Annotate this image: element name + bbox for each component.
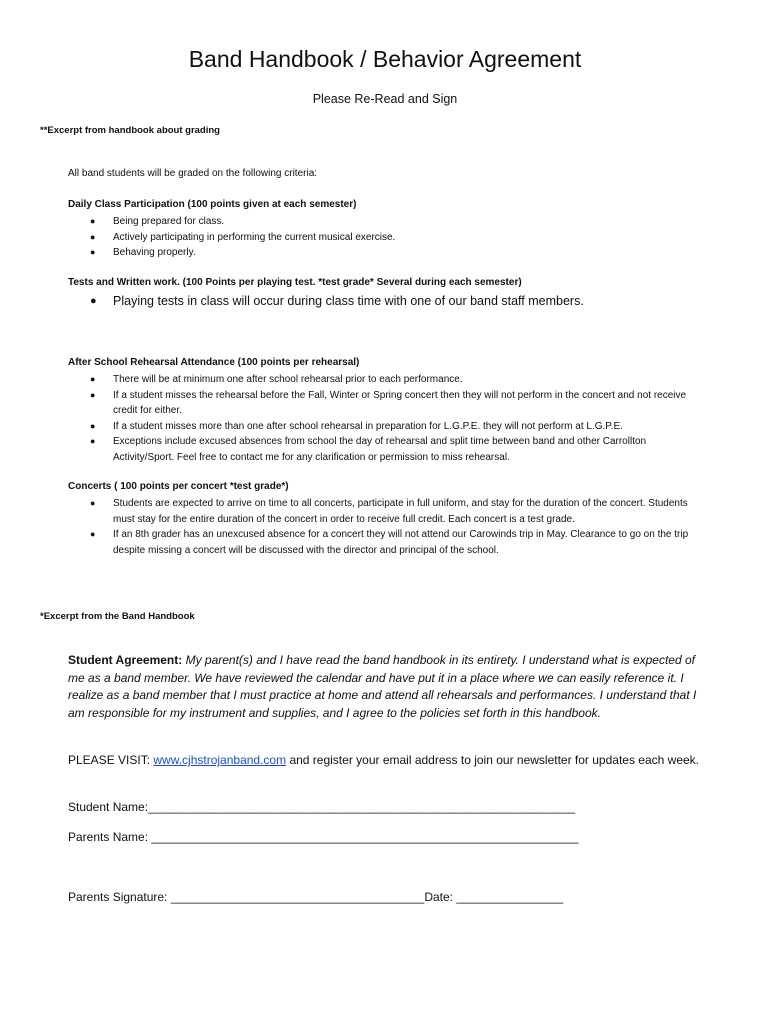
bullet-list [68, 214, 708, 261]
student-agreement [68, 652, 698, 722]
bullet-icon: ● [90, 374, 96, 384]
list-item-text: If a student misses more than one after school rehearsal in preparation for L.G.P.E. they will not perform at L.G.P.E. [113, 420, 623, 432]
bullet-icon: ● [90, 247, 96, 257]
agreement-text: My parent(s) and I have read the band handbook in its entirety. I understand what is expected of me as a band member. We have reviewed the calendar and have put it in a place where we can easily reference it. I realize as a band member that I must practice at home and attend all rehearsals and performances. I understand that I am responsible for my instrument and supplies, and I agree to the policies set forth in this handbook. [68, 653, 697, 720]
bullet-icon: ● [90, 389, 96, 400]
list-item [68, 214, 708, 230]
bullet-list [68, 496, 708, 558]
bullet-icon: ● [90, 420, 96, 431]
section-concerts [68, 480, 708, 558]
list-item [68, 419, 708, 435]
list-item-text: If a student misses the rehearsal before the Fall, Winter or Spring concert then they will not perform in the concert and not receive credit for either. [113, 389, 687, 416]
list-item [68, 388, 708, 419]
bullet-icon: ● [90, 231, 96, 242]
page-title: Band Handbook / Behavior Agreement [188, 46, 582, 72]
visit-notice [68, 752, 708, 770]
section-heading: Tests and Written work. (100 Points per playing test. *test grade* Several during each semester) [68, 277, 522, 288]
excerpt-note-bottom: *Excerpt from the Band Handbook [40, 611, 195, 622]
list-item-text: Exceptions include excused absences from school the day of rehearsal and split time between band and other Carrollton Activity/Sport. Feel free to contact me for any clarification or permission to miss rehearsal. [113, 436, 647, 463]
list-item [68, 292, 708, 310]
list-item [68, 496, 708, 527]
bullet-icon: ● [90, 436, 96, 446]
parents-signature-field[interactable]: Parents Signature: ______________________________________Date: ________________ [68, 890, 564, 904]
section-tests [68, 276, 708, 310]
section-daily-participation [68, 198, 708, 261]
list-item-text: If an 8th grader has an unexcused absence for a concert they will not attend our Carowinds trip in May. Clearance to go on the trip despite missing a concert will be discussed with the director and principal of the school. [113, 529, 689, 556]
visit-prefix: PLEASE VISIT: [68, 753, 154, 767]
list-item-text: Students are expected to arrive on time to all concerts, participate in full uniform, and stay for the duration of the concert. Students must stay for the entire duration of the concert in order to receive full credit. Each concert is a test grade. [113, 498, 688, 525]
bullet-icon: ● [90, 529, 96, 539]
band-website-link[interactable]: www.cjhstrojanband.com [153, 753, 287, 767]
section-heading: Concerts ( 100 points per concert *test grade*) [68, 481, 289, 492]
list-item [68, 527, 708, 558]
bullet-list [68, 372, 708, 465]
list-item [68, 230, 708, 246]
bullet-list [68, 292, 708, 310]
page-subtitle: Please Re-Read and Sign [312, 92, 458, 106]
list-item-text: There will be at minimum one after school rehearsal prior to each performance. [113, 374, 463, 385]
section-heading: After School Rehearsal Attendance (100 points per rehearsal) [68, 357, 360, 368]
list-item [68, 372, 708, 388]
list-item-text: Behaving properly. [113, 247, 196, 258]
list-item [68, 245, 708, 261]
list-item-text: Being prepared for class. [113, 216, 225, 227]
parents-name-field[interactable]: Parents Name: ________________________________________________________________ [68, 830, 579, 844]
bullet-icon: ● [90, 498, 96, 508]
visit-suffix: and register your email address to join our newsletter for updates each week. [286, 753, 699, 767]
section-heading: Daily Class Participation (100 points given at each semester) [68, 199, 357, 210]
bullet-icon: ● [90, 216, 96, 226]
list-item-text: Playing tests in class will occur during class time with one of our band staff members. [113, 294, 584, 308]
intro-text: All band students will be graded on the following criteria: [68, 168, 318, 179]
agreement-label: Student Agreement: [68, 653, 183, 667]
list-item-text: Actively participating in performing the current musical exercise. [113, 231, 396, 243]
bullet-icon: ● [90, 295, 97, 307]
student-name-field[interactable]: Student Name:________________________________________________________________ [68, 800, 576, 814]
section-after-school-rehearsal [68, 356, 708, 465]
list-item [68, 434, 708, 465]
excerpt-note-top: **Excerpt from handbook about grading [40, 125, 220, 136]
